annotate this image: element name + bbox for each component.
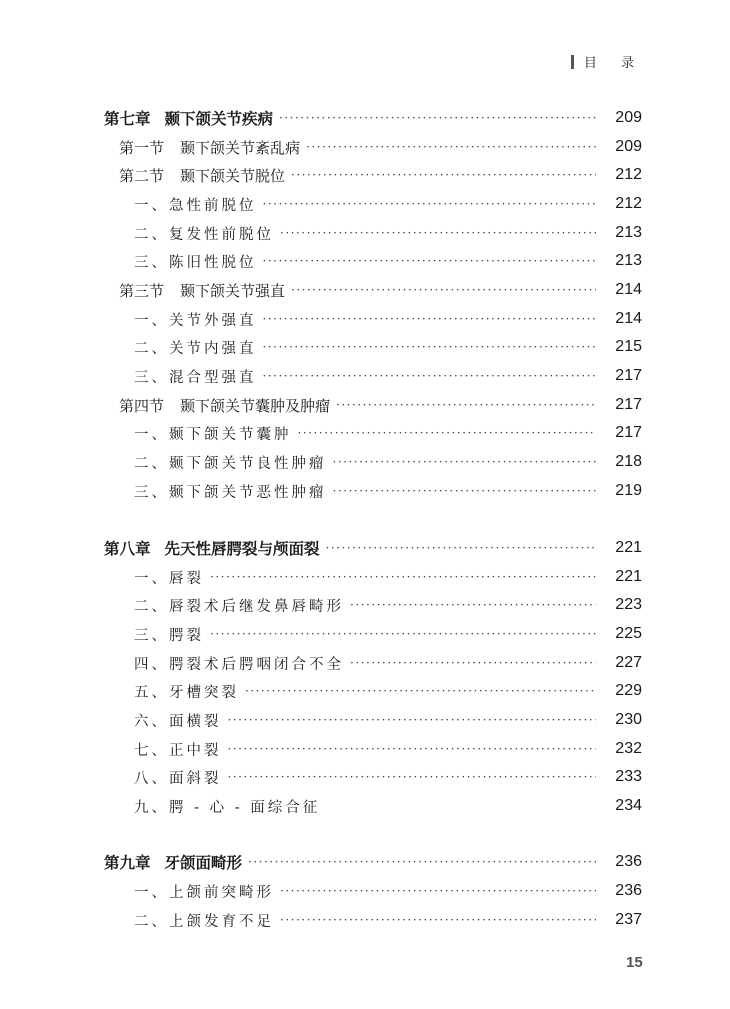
leader-dots <box>245 684 596 698</box>
toc-item[interactable] <box>0 334 730 360</box>
page-number: 217 <box>615 367 642 384</box>
toc-item[interactable] <box>0 248 730 274</box>
header-label: 目 录 <box>583 56 644 71</box>
toc-item[interactable] <box>0 650 730 676</box>
toc-item[interactable] <box>0 736 730 762</box>
leader-dots <box>263 340 597 354</box>
page-number: 236 <box>615 853 642 870</box>
leader-dots <box>263 312 597 326</box>
page-number: 213 <box>615 252 642 269</box>
entry-title: 二、颞下颌关节良性肿瘤 <box>134 455 327 472</box>
page-number: 213 <box>615 224 642 241</box>
page-number: 221 <box>615 568 642 585</box>
toc-item[interactable] <box>0 907 730 933</box>
toc-item[interactable] <box>0 220 730 246</box>
entry-title: 第三节 颞下颌关节强直 <box>119 281 286 300</box>
entry-title: 第九章 牙颌面畸形 <box>104 854 243 872</box>
entry-title: 一、关节外强直 <box>134 312 257 329</box>
toc-item[interactable] <box>0 306 730 332</box>
entry-title: 第七章 颞下颌关节疾病 <box>104 110 274 128</box>
page-number: 215 <box>615 338 642 355</box>
page-number: 233 <box>615 768 642 785</box>
page-number: 217 <box>615 424 642 441</box>
leader-dots <box>279 111 596 125</box>
toc-section-7-1[interactable] <box>0 134 730 160</box>
page-number: 219 <box>615 482 642 499</box>
toc-item[interactable] <box>0 191 730 217</box>
entry-title: 一、急性前脱位 <box>134 197 257 214</box>
page-number: 217 <box>615 396 642 413</box>
entry-title: 第八章 先天性唇腭裂与颅面裂 <box>104 540 320 558</box>
entry-title: 一、唇裂 <box>134 570 204 587</box>
page-number: 223 <box>615 596 642 613</box>
page-number: 236 <box>615 882 642 899</box>
leader-dots <box>228 742 597 756</box>
entry-title: 三、颞下颌关节恶性肿瘤 <box>134 484 327 501</box>
toc-item[interactable] <box>0 793 730 819</box>
leader-dots <box>298 426 597 440</box>
entry-title: 二、复发性前脱位 <box>134 226 274 243</box>
leader-dots <box>291 283 596 297</box>
entry-title: 二、关节内强直 <box>134 340 257 357</box>
leader-dots <box>350 656 596 670</box>
leader-dots <box>306 140 596 154</box>
leader-dots <box>263 254 597 268</box>
toc-item[interactable] <box>0 764 730 790</box>
toc-item[interactable] <box>0 363 730 389</box>
entry-title: 三、混合型强直 <box>134 369 257 386</box>
entry-title: 第四节 颞下颌关节囊肿及肿瘤 <box>119 396 331 415</box>
toc-item[interactable] <box>0 449 730 475</box>
page-folio: 15 <box>626 954 643 971</box>
page-number: 214 <box>615 310 642 327</box>
leader-dots <box>248 855 596 869</box>
toc-item[interactable] <box>0 707 730 733</box>
header-bar-icon <box>571 55 574 69</box>
entry-title: 八、面斜裂 <box>134 770 222 787</box>
leader-dots <box>228 713 597 727</box>
page-number: 214 <box>615 281 642 298</box>
page-number: 230 <box>615 711 642 728</box>
entry-title: 一、上颌前突畸形 <box>134 884 274 901</box>
page-number: 225 <box>615 625 642 642</box>
leader-dots <box>291 168 596 182</box>
toc-section-7-4[interactable] <box>0 392 730 418</box>
leader-dots <box>336 398 596 412</box>
page-number: 212 <box>615 166 642 183</box>
entry-title: 二、上颌发育不足 <box>134 913 274 930</box>
toc-chapter-8[interactable] <box>0 535 730 561</box>
page-number: 209 <box>615 109 642 126</box>
toc-item[interactable] <box>0 878 730 904</box>
entry-title: 七、正中裂 <box>134 742 222 759</box>
leader-dots <box>280 884 596 898</box>
toc-section-7-2[interactable] <box>0 162 730 188</box>
entry-title: 四、腭裂术后腭咽闭合不全 <box>134 656 344 673</box>
entry-title: 第一节 颞下颌关节紊乱病 <box>119 138 301 157</box>
page-number: 212 <box>615 195 642 212</box>
running-header <box>571 52 644 71</box>
toc-item[interactable] <box>0 478 730 504</box>
leader-dots <box>263 197 597 211</box>
page-number: 227 <box>615 654 642 671</box>
page-number: 218 <box>615 453 642 470</box>
page-number: 237 <box>615 911 642 928</box>
leader-dots <box>263 369 597 383</box>
page-number: 209 <box>615 138 642 155</box>
page-number: 234 <box>615 797 642 814</box>
leader-dots <box>333 455 597 469</box>
leader-dots <box>350 598 596 612</box>
leader-dots <box>280 913 596 927</box>
toc-item[interactable] <box>0 592 730 618</box>
toc-item[interactable] <box>0 678 730 704</box>
toc-item[interactable] <box>0 420 730 446</box>
page-number: 232 <box>615 740 642 757</box>
page-number: 229 <box>615 682 642 699</box>
entry-title: 五、牙槽突裂 <box>134 684 239 701</box>
entry-title: 第二节 颞下颌关节脱位 <box>119 166 286 185</box>
toc-item[interactable] <box>0 564 730 590</box>
leader-dots <box>326 541 596 555</box>
toc-item[interactable] <box>0 621 730 647</box>
entry-title: 二、唇裂术后继发鼻唇畸形 <box>134 598 344 615</box>
leader-dots <box>210 570 596 584</box>
leader-dots <box>280 226 596 240</box>
toc-section-7-3[interactable] <box>0 277 730 303</box>
entry-title: 三、腭裂 <box>134 627 204 644</box>
toc-chapter-9[interactable] <box>0 849 730 875</box>
entry-title: 一、颞下颌关节囊肿 <box>134 426 292 443</box>
entry-title: 三、陈旧性脱位 <box>134 254 257 271</box>
entry-title: 九、腭 - 心 - 面综合征 <box>134 799 321 816</box>
page-number: 221 <box>615 539 642 556</box>
toc-chapter-7[interactable] <box>0 105 730 131</box>
leader-dots <box>210 627 596 641</box>
entry-title: 六、面横裂 <box>134 713 222 730</box>
leader-dots <box>228 770 597 784</box>
leader-dots <box>333 484 597 498</box>
